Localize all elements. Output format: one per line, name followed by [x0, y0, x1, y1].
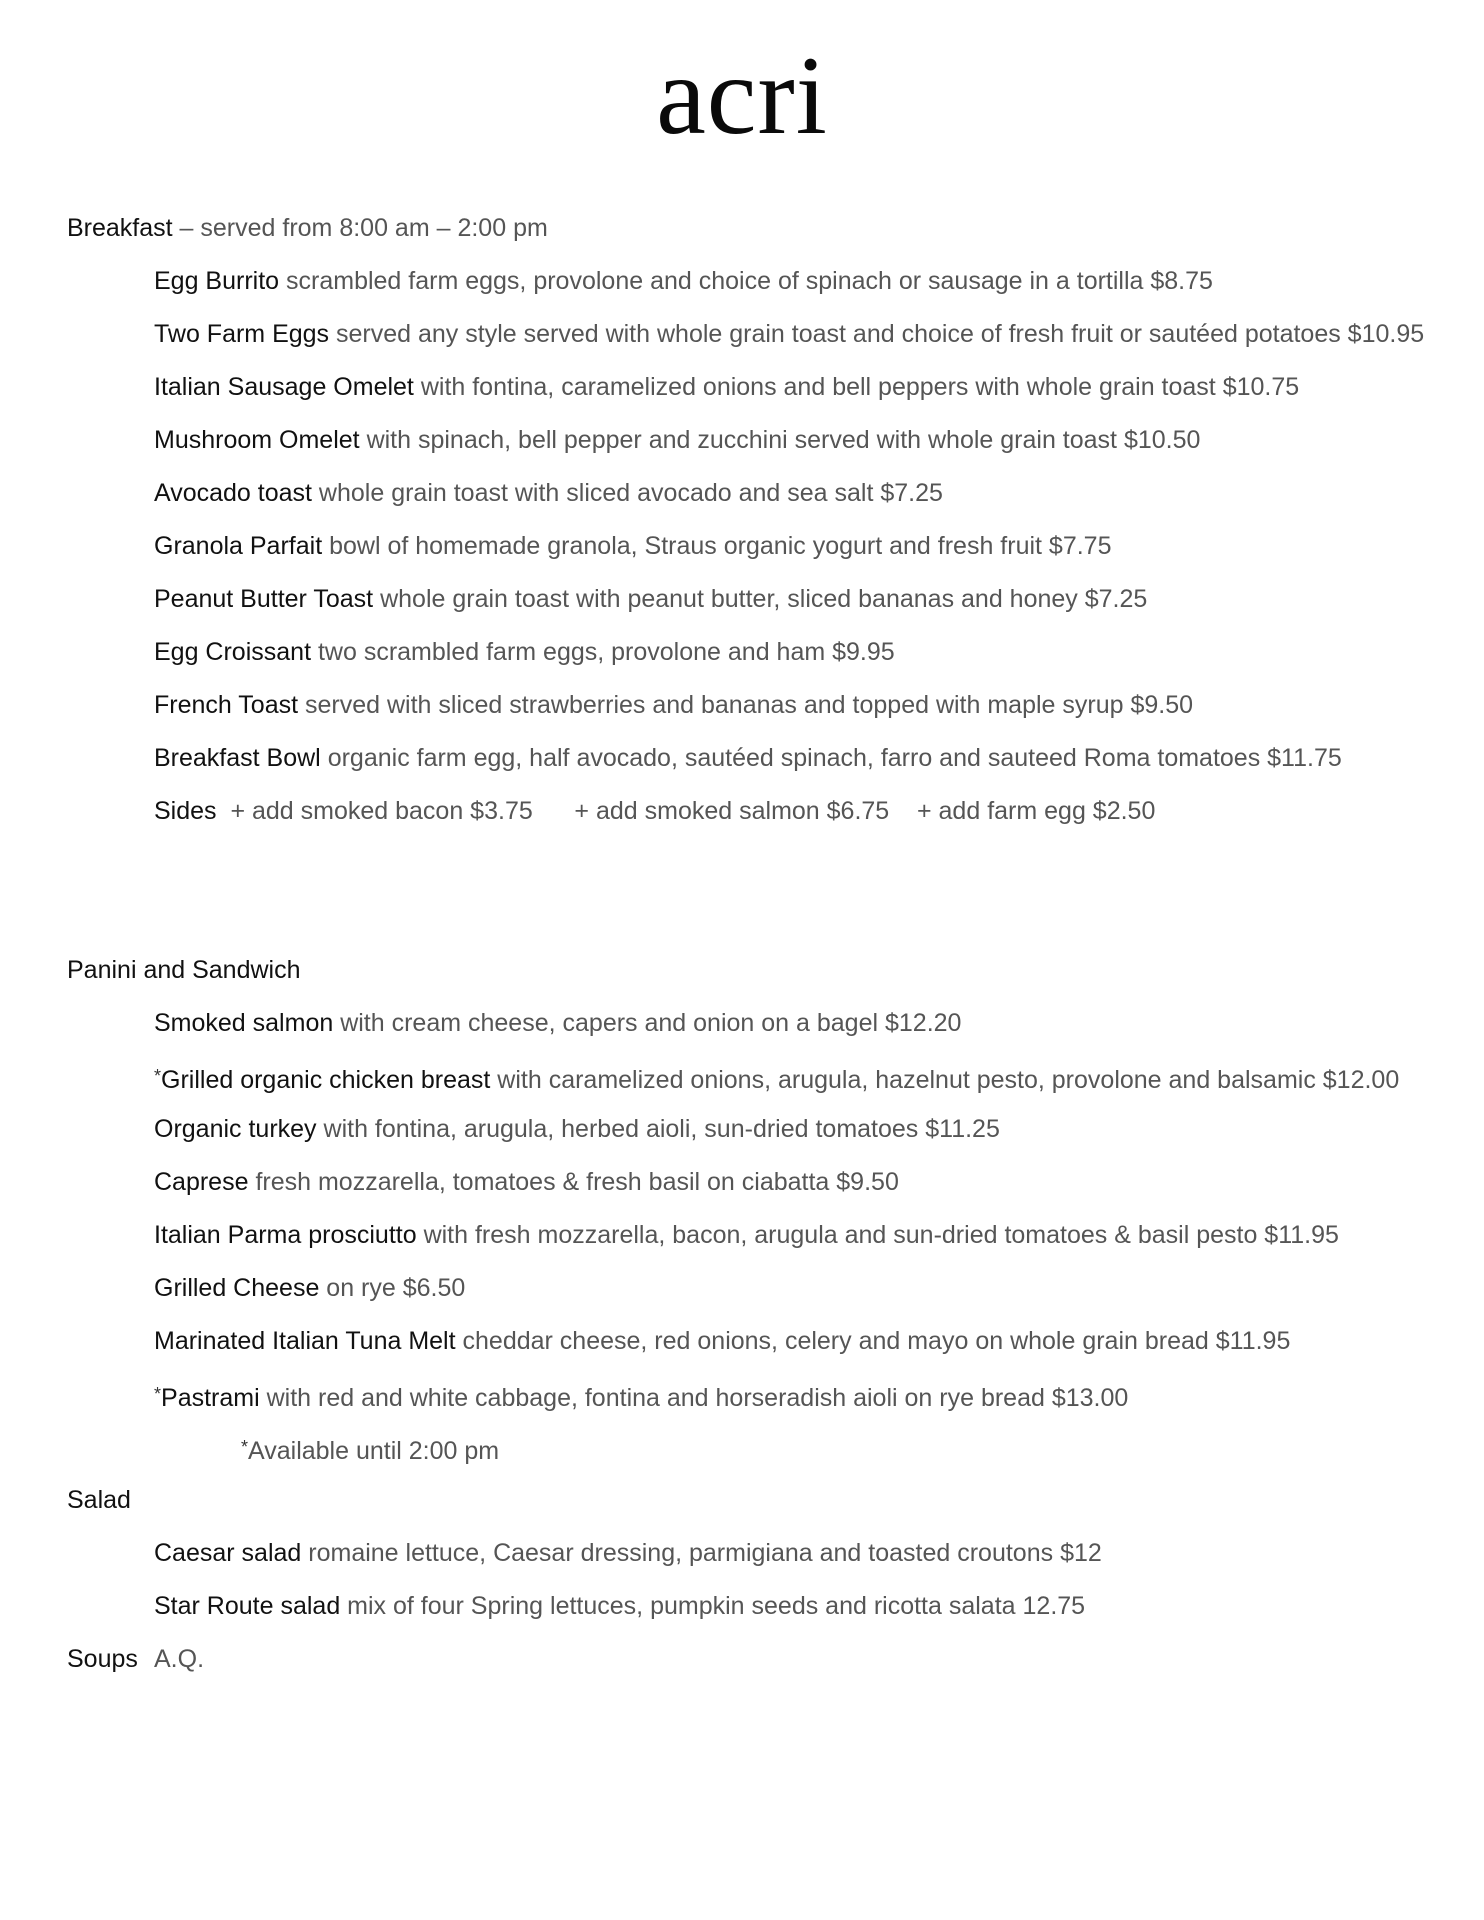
item-description: fresh mozzarella, tomatoes & fresh basil on ciabatta $9.50: [248, 1168, 899, 1196]
panini-section-header: [67, 954, 301, 986]
item-description: with spinach, bell pepper and zucchini served with whole grain toast $10.50: [359, 426, 1201, 454]
sides-options: + add smoked bacon $3.75 + add smoked salmon $6.75 + add farm egg $2.50: [216, 797, 1156, 825]
breakfast-title: Breakfast: [67, 214, 173, 242]
item-description: with fresh mozzarella, bacon, arugula and sun-dried tomatoes & basil pesto $11.95: [416, 1221, 1339, 1249]
item-description: two scrambled farm eggs, provolone and ham $9.95: [311, 638, 895, 666]
item-description: whole grain toast with peanut butter, sliced bananas and honey $7.25: [373, 585, 1148, 613]
item-description: organic farm egg, half avocado, sautéed spinach, farro and sauteed Roma tomatoes $11.75: [320, 744, 1342, 772]
item-description: served any style served with whole grain toast and choice of fresh fruit or sautéed potatoes $10.95: [329, 320, 1425, 348]
item-name: Pastrami: [161, 1384, 260, 1412]
menu-item: [154, 689, 1193, 721]
soups-title: Soups: [67, 1645, 138, 1673]
menu-item: [154, 742, 1342, 774]
menu-item: [154, 265, 1213, 297]
item-name: Breakfast Bowl: [154, 744, 321, 772]
menu-item: [154, 583, 1147, 615]
item-name: Smoked salmon: [154, 1009, 334, 1037]
item-description: with fontina, arugula, herbed aioli, sun-dried tomatoes $11.25: [316, 1115, 1000, 1143]
menu-item: [154, 1113, 1000, 1145]
salad-title: Salad: [67, 1486, 131, 1514]
item-name: Mushroom Omelet: [154, 426, 360, 454]
breakfast-hours: – served from 8:00 am – 2:00 pm: [172, 214, 548, 242]
item-name: Marinated Italian Tuna Melt: [154, 1327, 456, 1355]
salad-section-header: [67, 1484, 131, 1516]
item-description: whole grain toast with sliced avocado and sea salt $7.25: [311, 479, 943, 507]
item-description: with red and white cabbage, fontina and horseradish aioli on rye bread $13.00: [259, 1384, 1129, 1412]
menu-item: [154, 1325, 1290, 1357]
menu-item: [154, 636, 895, 668]
item-name: Sides: [154, 797, 217, 825]
menu-item: [154, 1060, 1399, 1096]
item-name: Grilled Cheese: [154, 1274, 320, 1302]
menu-item: [154, 1378, 1128, 1414]
item-name: Italian Parma prosciutto: [154, 1221, 417, 1249]
item-description: with caramelized onions, arugula, hazelnut pesto, provolone and balsamic $12.00: [490, 1066, 1400, 1094]
asterisk-mark: *: [241, 1437, 249, 1457]
item-description: romaine lettuce, Caesar dressing, parmigiana and toasted croutons $12: [301, 1539, 1102, 1567]
item-name: Egg Burrito: [154, 267, 280, 295]
item-name: Egg Croissant: [154, 638, 312, 666]
item-description: with cream cheese, capers and onion on a bagel $12.20: [333, 1009, 962, 1037]
item-name: Italian Sausage Omelet: [154, 373, 414, 401]
item-name: Avocado toast: [154, 479, 312, 507]
asterisk-mark: *: [154, 1066, 162, 1086]
item-name: Two Farm Eggs: [154, 320, 330, 348]
item-description: bowl of homemade granola, Straus organic yogurt and fresh fruit $7.75: [322, 532, 1112, 560]
menu-item: [154, 477, 943, 509]
item-name: Organic turkey: [154, 1115, 317, 1143]
item-name: Grilled organic chicken breast: [161, 1066, 491, 1094]
menu-item: [154, 371, 1299, 403]
menu-item: [154, 1219, 1339, 1251]
item-description: on rye $6.50: [319, 1274, 466, 1302]
sides-line: [154, 795, 1155, 827]
menu-item: [154, 530, 1111, 562]
menu-item: [154, 1272, 465, 1304]
availability-note: [241, 1431, 499, 1467]
item-name: Granola Parfait: [154, 532, 323, 560]
item-description: mix of four Spring lettuces, pumpkin seeds and ricotta salata 12.75: [340, 1592, 1086, 1620]
panini-title: Panini and Sandwich: [67, 956, 301, 984]
menu-item: [154, 1007, 961, 1039]
asterisk-mark: *: [154, 1384, 162, 1404]
item-name: Caesar salad: [154, 1539, 302, 1567]
soups-section-header: [67, 1643, 138, 1675]
item-name: French Toast: [154, 691, 299, 719]
breakfast-section-header: [67, 212, 548, 244]
menu-item: [154, 1166, 899, 1198]
menu-item: [154, 318, 1424, 350]
soups-price: [154, 1643, 204, 1675]
menu-item: [154, 1537, 1102, 1569]
menu-item: [154, 1590, 1085, 1622]
item-name: Caprese: [154, 1168, 249, 1196]
soups-description: A.Q.: [154, 1645, 205, 1673]
menu-item: [154, 424, 1200, 456]
item-description: served with sliced strawberries and bananas and topped with maple syrup $9.50: [298, 691, 1194, 719]
note-text: Available until 2:00 pm: [248, 1437, 500, 1465]
item-name: Peanut Butter Toast: [154, 585, 374, 613]
item-name: Star Route salad: [154, 1592, 341, 1620]
item-description: cheddar cheese, red onions, celery and mayo on whole grain bread $11.95: [455, 1327, 1291, 1355]
item-description: scrambled farm eggs, provolone and choice of spinach or sausage in a tortilla $8.75: [279, 267, 1213, 295]
restaurant-logo: acri: [656, 34, 828, 158]
item-description: with fontina, caramelized onions and bell peppers with whole grain toast $10.75: [413, 373, 1300, 401]
